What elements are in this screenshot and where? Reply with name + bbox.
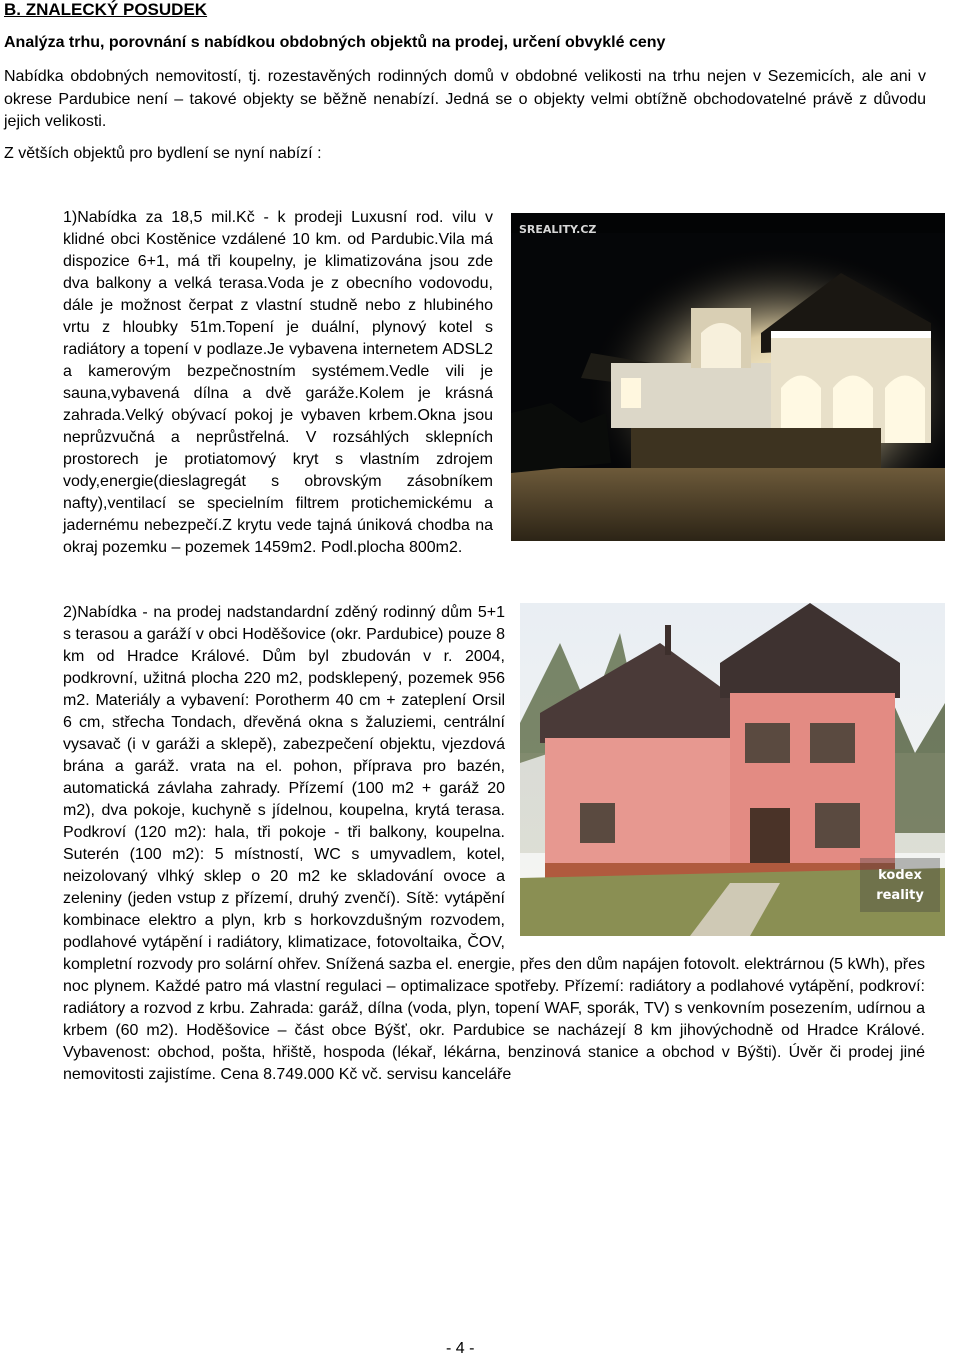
offer-1-text: 1)Nabídka za 18,5 mil.Kč - k prodeji Luxusní rod. vilu v klidné obci Kostěnice vzdálené 10 km. od Pardubic.Vila má dispozice 6+1, má tři koupelny, je klimatizována jsou zde dva balkony a velká terasa.Voda je z obecního vodovodu, dále je možnost čerpat z vlastní studně nebo z hlubiného vrtu z hloubky 51m.Topení je duální, plynový kotel s radiátory a topení v podlaze.Je vybavena internetem ADSL2 a kamerovým bezpečnostním systémem.Vedle vili je sauna,vybavená dílna a dvě garáže.Kolem je krásná zahrada.Velký obývací pokoj je vybaven krbem.Okna jsou neprůzvučná a neprůstřelná. V rozsáhlých sklepních prostorech je protiatomový kryt s vlastním zdrojem vody,energie(dieslagregát s obrovským zásobníkem nafty),ventilací se specielním filtrem protichemickému a jadernému nebezpečí.Z krytu vede tajná úniková chodba na okraj pozemku – pozemek 1459m2. Podl.plocha 800m2. (63, 209, 493, 556)
intro-paragraph: Nabídka obdobných nemovitostí, tj. rozestavěných rodinných domů v obdobné velikosti na trhu nejen v Sezemicích, ale ani v okrese Pardubice není – takové objekty se běžně nenabízí. Jedná se o objekty velmi obtížně obchodovatelné právě z důvodu jejich velikosti. (4, 68, 926, 130)
kodex-watermark-line1: kodex (878, 868, 922, 883)
offer-2-photo (520, 603, 945, 936)
offer-1-photo (511, 213, 945, 541)
section-title: B. ZNALECKÝ POSUDEK (4, 0, 208, 19)
offers-lead: Z větších objektů pro bydlení se nyní nabízí : (4, 145, 322, 162)
offer-2-paragraph: 2)Nabídka - na prodej nadstandardní zděný rodinný dům 5+1 s terasou a garáží v obci Hoděšovice (okr. Pardubice) pouze 8 km od Hradce Králové. Dům byl zbudován v r. 2004, podkrovní, užitná plocha 220 m2, podsklepený, pozemek 956 m2. Materiály a vybavení: Porotherm 40 cm + zateplení Orsil 6 cm, střecha Tondach, dřevěná okna s žaluziemi, centrální vysavač (i v garáži a sklepě), zabezpečení objektu, vjezdová brána a garáž. vrata na el. pohon, příprava pro bazén, automatická závlaha zahrady. Přízemí (100 m2 + garáž 20 m2), dva pokoje, kuchyně s jídelnou, koupelna, krytá terasa. Podkroví (120 m2): hala, tři pokoje - tři balkony, koupelna. Suterén (100 m2): 5 místností, WC s umyvadlem, kotel, neizolovaný vlhký sklep o 20 m2 ke skladování ovoce a zeleniny (jeden vstup z přízemí, druhý zvenčí). Sítě: vytápění kombinace elektro a plyn, krb s horkovzdušným rozvodem, podlahové vytápění i radiátory, klimatizace, fotovoltaika, ČOV, kompletní rozvody pro solární ohřev. Snížená sazba el. energie, přes den dům napájen fotovolt. elektrárnou (5 kWh), přes noc plynem. Každé patro má vlastní regulaci – optimalizace spotřeby. Přízemí: radiátory a podlahové vytápění, podkroví: radiátory a rozvod z krbu. Zahrada: garáž, dílna (voda, plyn, topení WAF, sporák, TV) s venkovním posezením, udírnou a krbem (60 m2). Hoděšovice – část obce Býšť, okr. Pardubice se nacházejí 8 km jihovýchodně od Hradce Králové. Vybavenost: obchod, pošta, hřiště, hospoda (lékař, lékárna, benzinová stanice a obchod v Býšti). Úvěr či prodej jiné nemovitosti zajistíme. Cena 8.749.000 Kč vč. servisu kanceláře (63, 604, 925, 1083)
sreality-watermark: SREALITY.CZ (519, 223, 597, 236)
kodex-watermark-line2: reality (876, 888, 924, 903)
page-subtitle: Analýza trhu, porovnání s nabídkou obdobných objektů na prodej, určení obvyklé ceny (4, 34, 666, 51)
page-number: - 4 - (446, 1340, 475, 1357)
